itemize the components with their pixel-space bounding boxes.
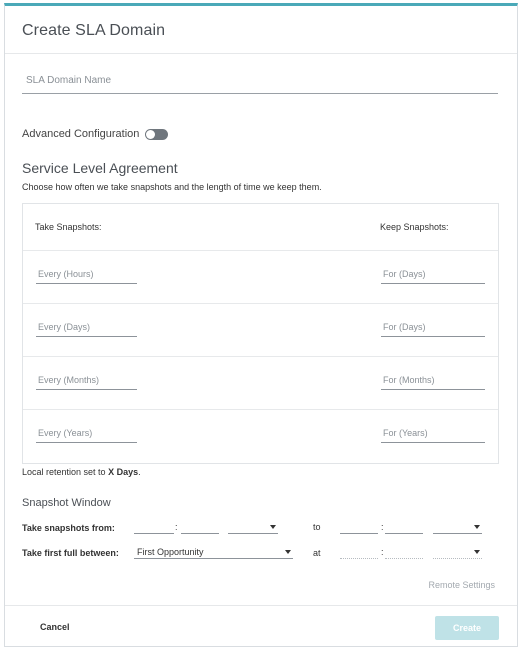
to-word: to	[313, 522, 321, 532]
from-ampm-select[interactable]	[228, 520, 278, 534]
keep-yearly-years-input[interactable]	[381, 423, 485, 443]
at-minute-input[interactable]	[385, 545, 423, 559]
sla-section-title: Service Level Agreement	[22, 160, 178, 176]
title-divider	[5, 53, 517, 54]
take-snapshots-from-label: Take snapshots from:	[22, 523, 115, 533]
keep-snapshots-header: Keep Snapshots:	[380, 222, 449, 232]
cancel-button[interactable]: Cancel	[40, 622, 70, 632]
take-every-years-input[interactable]	[36, 423, 137, 443]
sla-row-monthly	[23, 357, 498, 410]
retention-value: X Days	[108, 467, 139, 477]
remote-settings-link[interactable]: Remote Settings	[428, 580, 495, 590]
footer-divider	[5, 605, 517, 606]
to-minute-input[interactable]	[385, 520, 423, 534]
take-every-days-input[interactable]	[36, 317, 137, 337]
keep-monthly-months-input[interactable]	[381, 370, 485, 390]
at-word: at	[313, 548, 321, 558]
keep-daily-days-input[interactable]	[381, 317, 485, 337]
from-hour-input[interactable]	[134, 520, 174, 534]
chevron-down-icon	[270, 525, 276, 529]
sla-table-header	[23, 204, 498, 251]
chevron-down-icon	[474, 550, 480, 554]
dialog-title: Create SLA Domain	[22, 22, 166, 39]
at-ampm-select[interactable]	[433, 545, 482, 559]
at-colon: :	[381, 547, 384, 557]
first-full-value: First Opportunity	[137, 547, 204, 557]
take-every-hours-input[interactable]	[36, 264, 137, 284]
advanced-config-toggle[interactable]	[145, 129, 168, 140]
take-first-full-label: Take first full between:	[22, 548, 119, 558]
create-button[interactable]: Create	[435, 616, 499, 640]
take-snapshots-header: Take Snapshots:	[35, 222, 102, 232]
advanced-config-row	[22, 128, 168, 140]
sla-table	[22, 203, 499, 464]
take-every-months-input[interactable]	[36, 370, 137, 390]
from-colon: :	[175, 522, 178, 532]
to-ampm-select[interactable]	[433, 520, 482, 534]
sla-section-subtitle: Choose how often we take snapshots and the length of time we keep them.	[22, 182, 322, 192]
sla-row-daily	[23, 304, 498, 357]
sla-row-hourly	[23, 251, 498, 304]
retention-suffix: .	[138, 467, 141, 477]
sla-domain-name-input[interactable]	[22, 68, 498, 94]
chevron-down-icon	[285, 550, 291, 554]
sla-row-yearly	[23, 410, 498, 463]
keep-hourly-days-input[interactable]	[381, 264, 485, 284]
local-retention-text	[22, 467, 141, 477]
from-minute-input[interactable]	[181, 520, 219, 534]
retention-prefix: Local retention set to	[22, 467, 109, 477]
advanced-config-label: Advanced Configuration	[22, 128, 140, 140]
create-sla-dialog	[4, 3, 518, 647]
to-hour-input[interactable]	[340, 520, 378, 534]
first-full-select[interactable]	[134, 545, 293, 559]
at-hour-input[interactable]	[340, 545, 378, 559]
chevron-down-icon	[474, 525, 480, 529]
snapshot-window-title: Snapshot Window	[22, 497, 111, 509]
toggle-knob	[146, 130, 155, 139]
to-colon: :	[381, 522, 384, 532]
